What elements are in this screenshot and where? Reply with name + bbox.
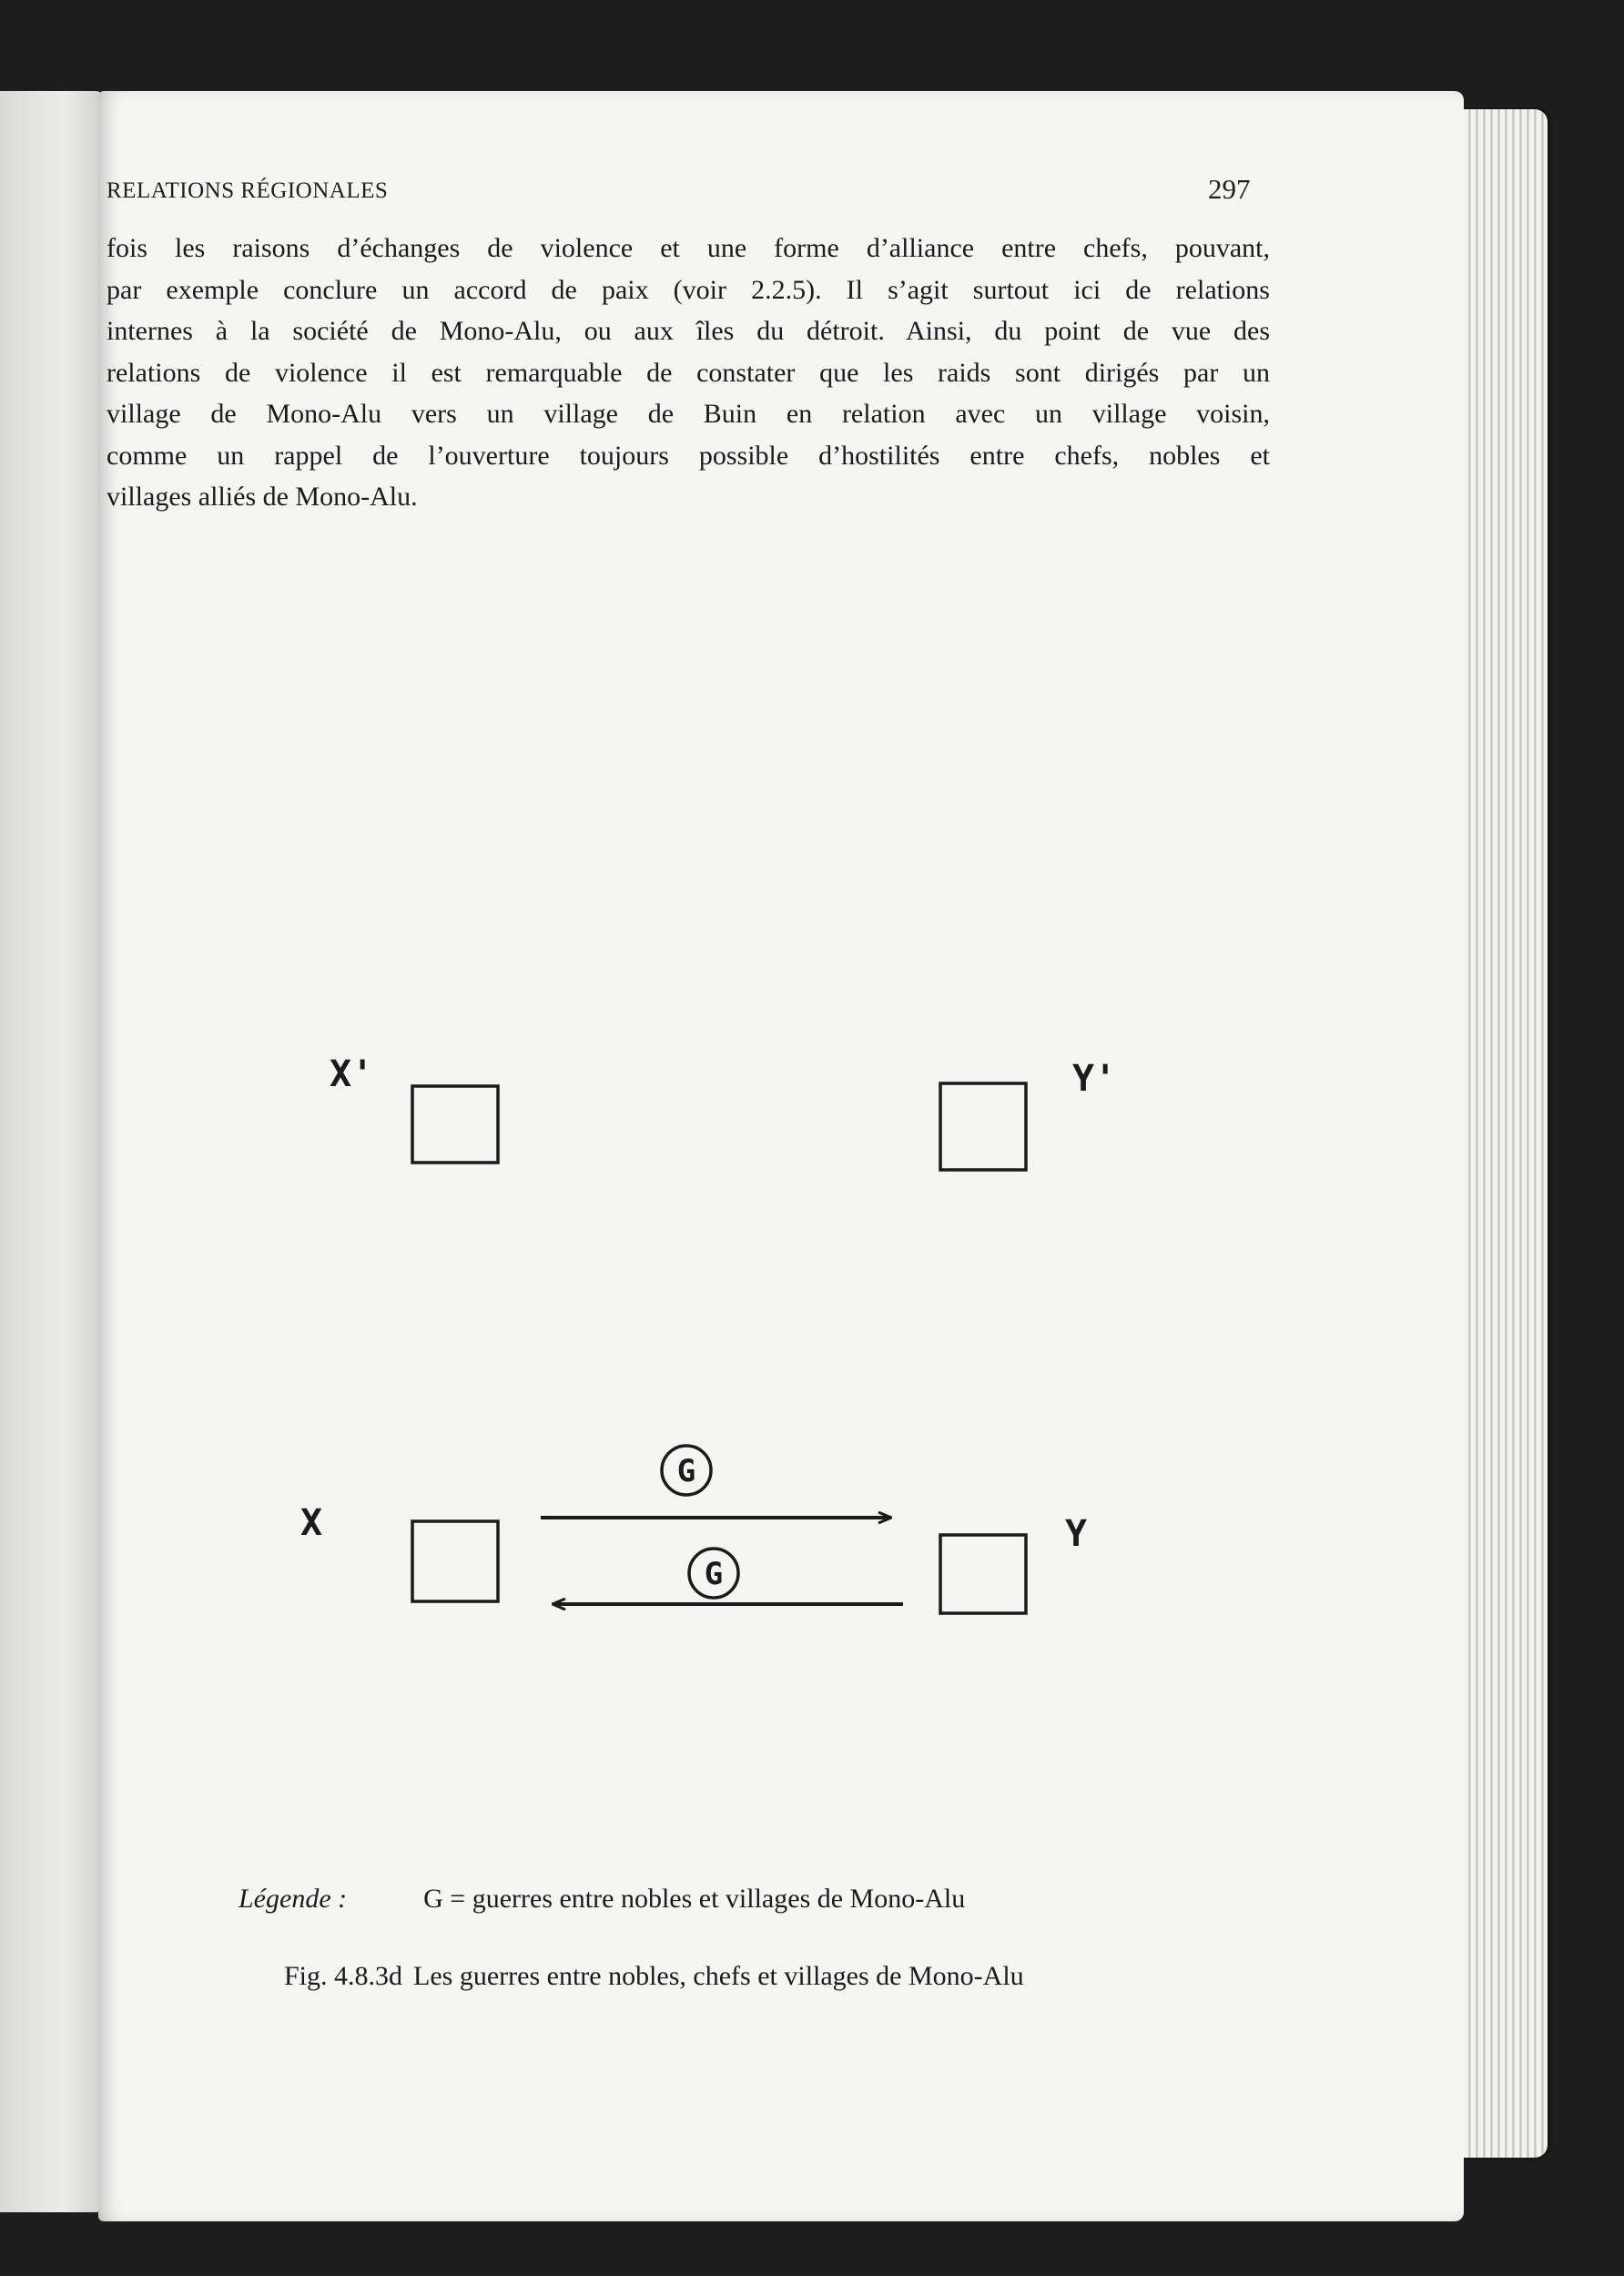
body-line: relations de violence il est remarquable de constater que les raids sont dirigés par un <box>107 357 1270 388</box>
legend-label: Légende : <box>239 1884 348 1914</box>
figure-caption <box>284 1961 1024 1992</box>
label-x-prime: X' <box>330 1053 374 1095</box>
caption-number: Fig. 4.8.3d <box>284 1961 403 1991</box>
box-y-prime <box>940 1083 1026 1170</box>
body-line: village de Mono-Alu vers un village de Buin en relation avec un village voisin, <box>107 399 1270 429</box>
body-line: comme un rappel de l’ouverture toujours possible d’hostilités entre chefs, nobles et <box>107 440 1270 471</box>
box-x-prime <box>412 1086 498 1163</box>
body-line: internes à la société de Mono-Alu, ou aux îles du détroit. Ainsi, du point de vue des <box>107 316 1270 346</box>
label-y-prime: Y' <box>1072 1058 1117 1100</box>
body-line: villages alliés de Mono-Alu. <box>107 482 418 512</box>
box-y <box>940 1535 1026 1613</box>
g-badge-bottom-label: G <box>704 1556 724 1592</box>
page-number: 297 <box>1208 173 1251 205</box>
box-x <box>412 1521 498 1601</box>
body-line: par exemple conclure un accord de paix (voir 2.2.5). Il s’agit surtout ici de relations <box>107 274 1270 305</box>
label-y: Y <box>1065 1513 1088 1555</box>
running-head: RELATIONS RÉGIONALES <box>107 178 389 203</box>
legend-text: G = guerres entre nobles et villages de Mono-Alu <box>423 1884 966 1914</box>
figure-legend <box>239 1884 965 1915</box>
label-x: X <box>300 1502 323 1544</box>
g-badge-top-label: G <box>676 1453 696 1489</box>
body-line: fois les raisons d’échanges de violence et une forme d’alliance entre chefs, pouvant, <box>107 233 1270 263</box>
caption-text: Les guerres entre nobles, chefs et villages de Mono-Alu <box>413 1961 1024 1991</box>
